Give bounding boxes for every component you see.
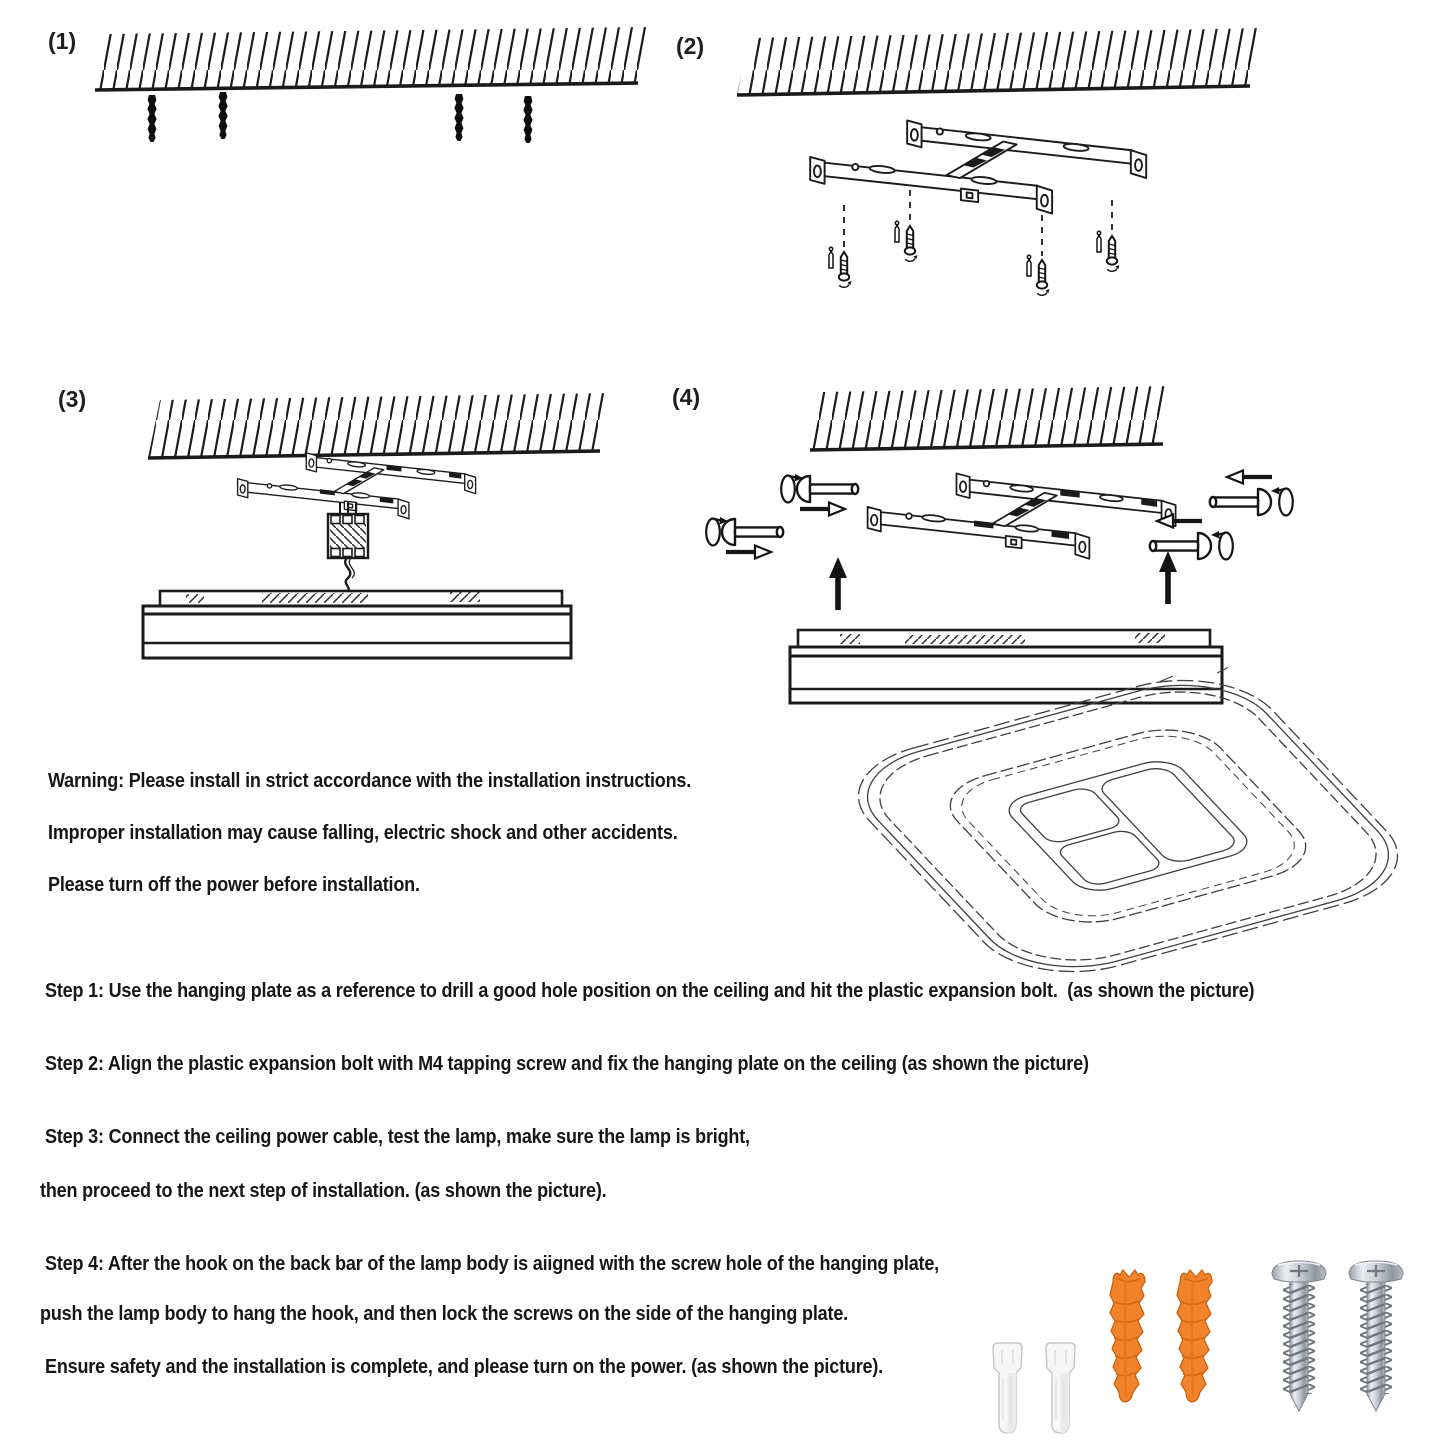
warning-line-1: Warning: Please install in strict accordance with the installation instructions. <box>48 770 692 792</box>
figure-4-label: (4) <box>672 384 701 410</box>
step-4-text-line-3: Ensure safety and the installation is complete, and please turn on the power. (as shown the picture). <box>45 1356 883 1378</box>
warning-line-3: Please turn off the power before installation. <box>48 874 420 896</box>
center-light-panel <box>999 756 1257 895</box>
figure-4-mounting-diagram <box>706 386 1293 703</box>
step-3-text-line-1: Step 3: Connect the ceiling power cable, test the lamp, make sure the lamp is bright, <box>45 1126 750 1148</box>
step-4-text-line-1: Step 4: After the hook on the back bar of the lamp body is aiigned with the screw hole of the hanging plate, <box>45 1253 939 1275</box>
figure-3-label: (3) <box>58 386 87 412</box>
step-3-text-line-2: then proceed to the next step of installation. (as shown the picture). <box>40 1180 607 1202</box>
expansion-bolts-group <box>147 92 532 143</box>
figure-1-label: (1) <box>48 28 77 54</box>
plastic-expansion-anchor-icon <box>1110 1270 1212 1402</box>
figure-2-hanging-plate-diagram <box>737 28 1262 295</box>
push-up-arrows <box>829 551 1177 610</box>
tapping-screws-group <box>829 221 1120 295</box>
step-4-text-line-2: push the lamp body to hang the hook, and then lock the screws on the side of the hanging plate. <box>40 1303 848 1325</box>
ceiling-lamp-3d-drawing <box>824 661 1432 990</box>
ceiling-hatch <box>95 27 650 90</box>
wire-connector-block <box>328 514 368 558</box>
figure-3-wiring-diagram <box>143 393 612 658</box>
ceiling-hatch <box>148 393 612 458</box>
ceiling-hatch <box>810 386 1175 450</box>
wire-connector-cap-icon <box>993 1343 1075 1433</box>
hardware-kit <box>993 1261 1403 1433</box>
hanging-plate <box>810 120 1146 213</box>
lamp-body-side-view <box>790 630 1222 703</box>
step-1-text: Step 1: Use the hanging plate as a reference to drill a good hole position on the ceiling and hit the plastic expansion bolt. (as shown the picture) <box>45 980 1255 1002</box>
warning-line-2: Improper installation may cause falling, electric shock and other accidents. <box>48 822 678 844</box>
m4-tapping-screw-icon <box>1272 1261 1403 1411</box>
step-2-text: Step 2: Align the plastic expansion bolt with M4 tapping screw and fix the hanging plate on the ceiling (as shown the picture) <box>45 1053 1089 1075</box>
figure-2-label: (2) <box>676 33 705 59</box>
ceiling-hatch <box>737 28 1262 95</box>
figure-1-ceiling-diagram <box>95 27 650 143</box>
lamp-body-side-view <box>143 591 571 658</box>
hanging-plate <box>868 473 1176 558</box>
twisted-wire <box>345 558 354 592</box>
